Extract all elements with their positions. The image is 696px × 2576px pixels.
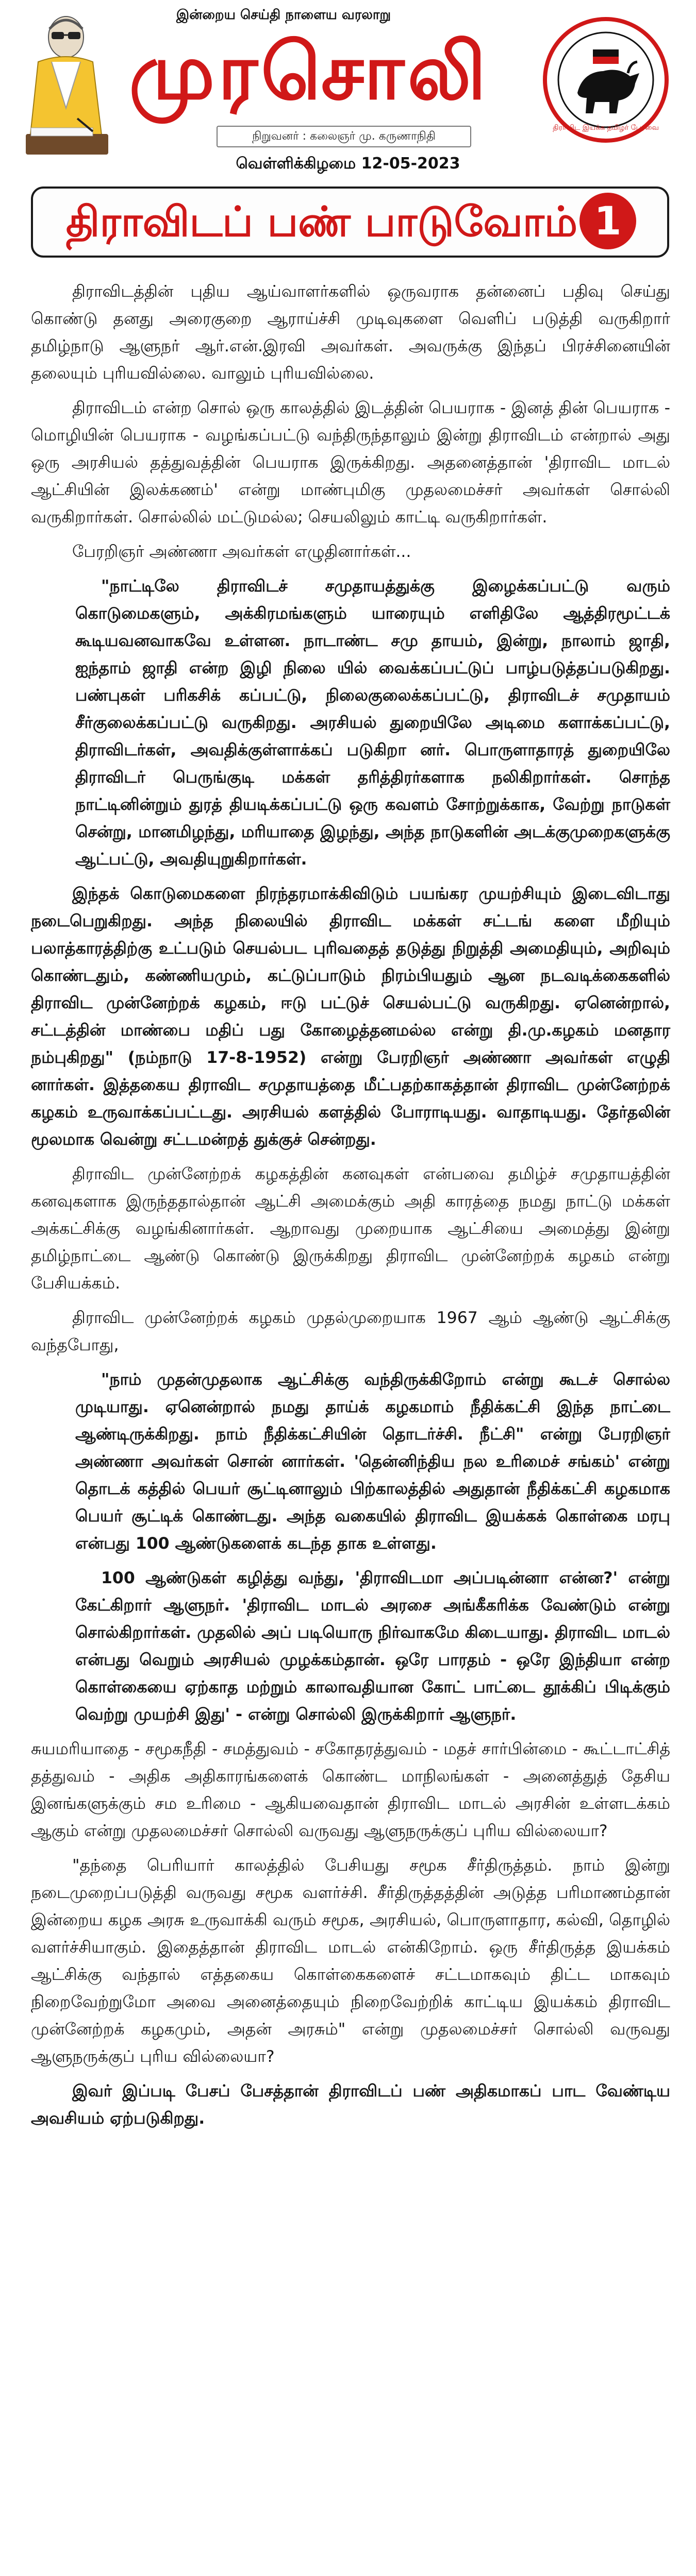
- quote-paragraph: "நாம் முதன்முதலாக ஆட்சிக்கு வந்திருக்கிறோம் என்று கூடச் சொல்ல முடியாது. ஏனென்றால் நமது தாய்க் கழகமாம் நீதிக்கட்சி இந்த நாட்டை ஆண்டிருக்கிறது. நாம் நீதிக்கட்சியின் தொடர்ச்சி. நீட்சி" என்று பேரறிஞர் அண்ணா அவர்கள் சொன் னார்கள். 'தென்னிந்திய நல உரிமைச் சங்கம்' என்று தொடக் கத்தில் பெயர் சூட்டினாலும் பிற்காலத்தில் அதுதான் நீதிக்கட்சி கழகமாக பெயர் சூட்டிக் கொண்டது. அந்த வகையில் திராவிட இயக்கக் கொள்கை மரபு என்பது 100 ஆண்டுகளைக் கடந்த தாக உள்ளது.: [75, 1370, 670, 1553]
- seal-caption: திராவிட இயக்க தமிழர் பேரவை: [553, 124, 659, 132]
- quote-paragraph: "நாட்டிலே திராவிடச் சமுதாயத்துக்கு இழைக்கப்பட்டு வரும் கொடுமைகளும், அக்கிரமங்களும் யாரையும் எளிதிலே ஆத்திரமூட்டக் கூடியவனவாகவே உள்ளன. நாடாண்ட சமு தாயம், இன்று, நாலாம் ஜாதி, ஐந்தாம் ஜாதி என்ற இழி நிலை யில் வைக்கப்பட்டுப் பாழ்படுத்தப்படுகிறது. பண்புகள் பரிகசிக் கப்பட்டு, நிலைகுலைக்கப்பட்டு, திராவிடச் சமுதாயம் சீர்குலைக்கப்பட்டு வருகிறது. அரசியல் துறையிலே அடிமை களாக்கப்பட்டு, திராவிடர்கள், அவதிக்குள்ளாக்கப் படுகிறா னர். பொருளாதாரத் துறையிலே திராவிடர் பெருங்குடி மக்கள் தரித்திரர்களாக நலிகிறார்கள். சொந்த நாட்டினின்றும் துரத் தியடிக்கப்பட்டு ஒரு கவளம் சோற்றுக்காக, வேற்று நாடுகள் சென்று, மானமிழந்து, மரியாதை இழந்து, அந்த நாடுகளின் அடக்குமுறைகளுக்கு ஆட்பட்டு, அவதியுறுகிறார்கள்.: [75, 577, 670, 869]
- quote-paragraph: 100 ஆண்டுகள் கழித்து வந்து, 'திராவிடமா அப்படின்னா என்ன?' என்று கேட்கிறார் ஆளுநர். 'திராவிட மாடல் அரசை அங்கீகரிக்க வேண்டும் என்று சொல்கிறார்கள். முதலில் அப் படியொரு நிர்வாகமே கிடையாது. திராவிட மாடல் என்பது வெறும் அரசியல் முழக்கம்தான். ஒரே பாரதம் - ஒரே இந்தியா என்ற கொள்கையை ஏற்காத மற்றும் காலாவதியான கோட் பாட்டை தூக்கிப் பிடிக்கும் வெற்று முயற்சி இது' - என்று சொல்லி இருக்கிறார் ஆளுநர்.: [75, 1569, 670, 1724]
- newspaper-logo[interactable]: முரசொலி: [129, 26, 489, 117]
- paragraph: சுயமரியாதை - சமூகநீதி - சமத்துவம் - சகோதரத்துவம் - மதச் சார்பின்மை - கூட்டாட்சித் தத்துவம் - அதிக அதிகாரங்களைக் கொண்ட மாநிலங்கள் - அனைத்துத் தேசிய இனங்களுக்கும் சம உரிமை - ஆகியவைதான் திராவிட மாடல் அரசின் உள்ளடக்கம் ஆகும் என்று முதலமைச்சர் சொல்லி வருவது ஆளுநருக்குப் புரிய வில்லையா?: [31, 1740, 670, 1840]
- article-title-banner: [31, 187, 669, 258]
- founder-portrait: [15, 5, 113, 175]
- paragraph: "தந்தை பெரியார் காலத்தில் பேசியது சமூக சீர்திருத்தம். நாம் இன்று நடைமுறைப்படுத்தி வருவது சமூக வளர்ச்சி. சீர்திருத்தத்தின் அடுத்த பரிமாணம்தான் இன்றைய கழக அரசு உருவாக்கி வரும் சமூக, அரசியல், பொருளாதார, கல்வி, தொழில் வளர்ச்சியாகும். இதைத்தான் திராவிட மாடல் என்கிறோம். ஒரு சீர்திருத்த இயக்கம் ஆட்சிக்கு வந்தால் எத்தகைய கொள்கைகளைச் சட்டமாகவும் திட்ட மாகவும் நிறைவேற்றுமோ அவை அனைத்தையும் நிறைவேற்றிக் காட்டிய இயக்கம் திராவிட முன்னேற்றக் கழகமும், அதன் அரசும்" என்று முதலமைச்சர் சொல்லி வருவது ஆளுநருக்குப் புரிய வில்லையா?: [31, 1856, 670, 2066]
- paragraph: திராவிட முன்னேற்றக் கழகம் முதல்முறையாக 1967 ஆம் ஆண்டு ஆட்சிக்கு வந்தபோது,: [31, 1309, 670, 1354]
- founder-credit: நிறுவனர் : கலைஞர் மு. கருணாநிதி: [217, 126, 471, 147]
- issue-date: வெள்ளிக்கிழமை 12-05-2023: [236, 155, 460, 173]
- article-title: திராவிடப் பண் பாடுவோம்: [65, 198, 578, 246]
- party-seal-icon: [541, 15, 670, 144]
- paragraph: திராவிடத்தின் புதிய ஆய்வாளர்களில் ஒருவராக தன்னைப் பதிவு செய்து கொண்டு தனது அரைகுறை ஆராய்ச்சி முடிவுகளை வெளிப் படுத்தி வருகிறார் தமிழ்நாடு ஆளுநர் ஆர்.என்.இரவி அவர்கள். அவருக்கு இந்தப் பிரச்சினையின் தலையும் புரியவில்லை. வாலும் புரியவில்லை.: [31, 282, 670, 383]
- paragraph: திராவிடம் என்ற சொல் ஒரு காலத்தில் இடத்தின் பெயராக - இனத் தின் பெயராக - மொழியின் பெயராக - வழங்கப்பட்டு வந்திருந்தாலும் இன்று திராவிடம் என்றால் அது ஒரு அரசியல் தத்துவத்தின் பெயராக இருக்கிறது. அதனைத்தான் 'திராவிட மாடல் ஆட்சியின் இலக்கணம்' என்று மாண்புமிகு முதலமைச்சர் அவர்கள் சொல்லி வருகிறார்கள். சொல்லில் மட்டுமல்ல; செயலிலும் காட்டி வருகிறார்கள்.: [31, 399, 670, 527]
- article-body: [31, 278, 670, 2140]
- masthead-tagline: இன்றைய செய்தி நாளைய வரலாறு: [176, 7, 391, 23]
- closing-paragraph: இவர் இப்படி பேசப் பேசத்தான் திராவிடப் பண் அதிகமாகப் பாட வேண்டிய அவசியம் ஏற்படுகிறது.: [31, 2082, 670, 2128]
- paragraph: இந்தக் கொடுமைகளை நிரந்தரமாக்கிவிடும் பயங்கர முயற்சியும் இடைவிடாது நடைபெறுகிறது. அந்த நிலையில் திராவிட மக்கள் சட்டங் களை மீறியும் பலாத்காரத்திற்கு உட்படும் செயல்பட புரிவதைத் தடுத்து நிறுத்தி அமைதியும், அறிவும் கொண்டதும், கண்ணியமும், கட்டுப்பாடும் நிரம்பியதும் ஆன நடவடிக்கைகளில் திராவிட முன்னேற்றக் கழகம், ஈடு பட்டுச் செயல்பட்டு வருகிறது. ஏனென்றால், சட்டத்தின் மாண்பை மதிப் பது கோழைத்தனமல்ல என்று தி.மு.கழகம் மனதார நம்புகிறது" (நம்நாடு 17-8-1952) என்று பேரறிஞர் அண்ணா அவர்கள் எழுதி னார்கள். இத்தகைய திராவிட சமுதாயத்தை மீட்பதற்காகத்தான் திராவிட முன்னேற்றக் கழகம் உருவாக்கப்பட்டது. அரசியல் களத்தில் போராடியது. வாதாடியது. தேர்தலின் மூலமாக வென்று சட்டமன்றத் துக்குச் சென்றது.: [31, 885, 670, 1149]
- paragraph: பேரறிஞர் அண்ணா அவர்கள் எழுதினார்கள்...: [72, 543, 411, 561]
- part-number-badge: 1: [579, 193, 636, 249]
- paragraph: திராவிட முன்னேற்றக் கழகத்தின் கனவுகள் என்பவை தமிழ்ச் சமுதாயத்தின் கனவுகளாக இருந்ததால்தான் ஆட்சி அமைக்கும் அதி காரத்தை நமது நாட்டு மக்கள் அக்கட்சிக்கு வழங்கினார்கள். ஆறாவது முறையாக ஆட்சியை அமைத்து இன்று தமிழ்நாட்டை ஆண்டு கொண்டு இருக்கிறது திராவிட முன்னேற்றக் கழகம் என்று பேசியக்கம்.: [31, 1165, 670, 1293]
- masthead: [0, 0, 696, 175]
